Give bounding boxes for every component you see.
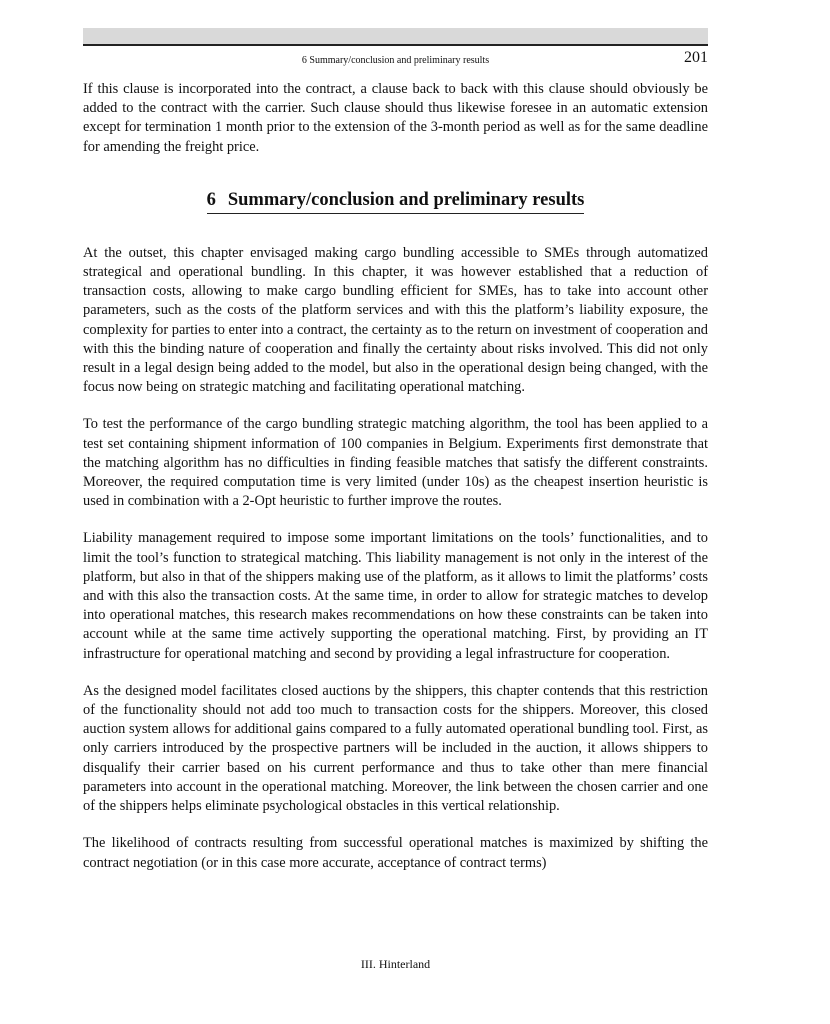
intro-paragraph: If this clause is incorporated into the contract, a clause back to back with this clause should obviously be added to the contract with the carrier. Such clause should thus likewise foresee in an automatic extension except for termination 1 month prior to the extension of the 3-month period as well as for the same deadline for amending the freight price.: [83, 81, 708, 155]
page-body: [83, 80, 708, 873]
body-paragraph-1: At the outset, this chapter envisaged making cargo bundling accessible to SMEs through automatized strategical and operational bundling. In this chapter, it was however established that a reduction of transaction costs, allowing to make cargo bundling efficient for SMEs, has to take into account other parameters, such as the costs of the platform services and with this the platform’s liability exposure, the complexity for parties to enter into a contract, the certainty as to the return on investment of cooperation and with this the binding nature of cooperation and finally the certainty about risks involved. This did not only result in a legal design being added to the model, but also in the operational design being changed, with the focus now being on strategic matching and facilitating operational matching.: [83, 244, 708, 396]
running-head: [83, 49, 708, 68]
section-heading-text: [207, 189, 585, 214]
section-number: 6: [206, 189, 216, 210]
body-paragraph-4: As the designed model facilitates closed auctions by the shippers, this chapter contends that this restriction of the functionality should not add too much to transaction costs for the shippers. Moreover, this closed auction system allows for additional gains compared to a fully automated operational bundling tool. First, as only carriers introduced by the prospective partners will be included in the auction, it allows shippers to disqualify their carrier based on his current performance and thus to take other than mere financial parameters into account in the operational matching. Moreover, the link between the chosen carrier and one of the shippers helps eliminate psychological obstacles in this vertical relationship.: [83, 682, 708, 815]
body-paragraph-3: Liability management required to impose some important limitations on the tools’ functionalities, and to limit the tool’s function to strategical matching. This liability management is not only in the interest of the platform, but also in that of the shippers making use of the platform, as it allows to limit the platforms’ costs and with this also the transaction costs. At the same time, in order to allow for strategic matches to develop into operational matches, this research makes recommendations on how these constraints can be taken into account while at the same time actively supporting the operational matching. First, by providing an IT infrastructure for operational matching and second by providing a legal infrastructure for cooperation.: [83, 530, 708, 662]
section-title: Summary/conclusion and preliminary results: [227, 189, 585, 210]
section-heading: [83, 189, 708, 214]
running-title: 6 Summary/conclusion and preliminary results: [301, 55, 490, 66]
header-band: [83, 28, 708, 44]
body-paragraph-2: To test the performance of the cargo bundling strategic matching algorithm, the tool has been applied to a test set containing shipment information of 100 companies in Belgium. Experiments first demonstrate that the matching algorithm has no difficulties in finding feasible matches that satisfy the different constraints. Moreover, the required computation time is very limited (under 10s) as the cheapest insertion heuristic is used in combination with a 2-Opt heuristic to further improve the routes.: [83, 416, 708, 510]
body-paragraph-5: The likelihood of contracts resulting from successful operational matches is maximized by shifting the contract negotiation (or in this case more accurate, acceptance of contract terms): [83, 835, 708, 871]
footer-part-label: III. Hinterland: [360, 957, 431, 971]
header-rule: [83, 44, 708, 46]
page-number: 201: [684, 49, 708, 66]
